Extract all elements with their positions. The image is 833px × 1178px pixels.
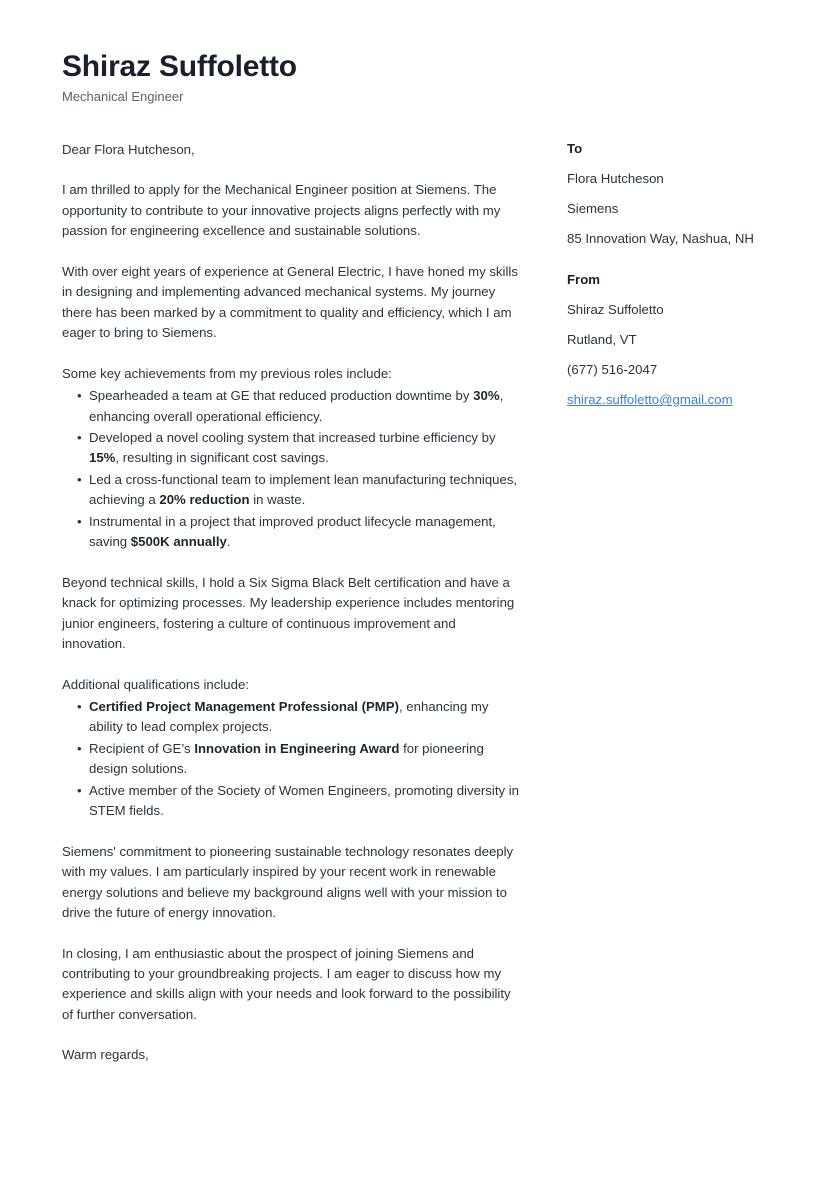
list-item	[89, 470, 522, 511]
letter-meta-column	[567, 140, 782, 421]
list-item-highlight: 15%	[89, 450, 116, 466]
paragraph-1: I am thrilled to apply for the Mechanical Engineer position at Siemens. The opportunity to contribute to your innovative projects aligns perfectly with my passion for engineering excellence and sustainable solutions.	[62, 182, 501, 239]
list-item-text-pre: Instrumental in a project that improved product lifecycle management, saving	[89, 513, 496, 550]
closing-salutation: Warm regards,	[62, 1047, 149, 1063]
list-item-text-post: , enhancing my ability to lead complex projects.	[89, 698, 489, 735]
sender-block	[567, 271, 782, 409]
list-item-highlight: 30%	[473, 388, 500, 404]
paragraph-4: Siemens' commitment to pioneering sustainable technology resonates deeply with my values. I am particularly inspired by your recent work in renewable energy solutions and believe my background aligns well with your mission to drive the future of energy innovation.	[62, 843, 514, 921]
paragraph-5: In closing, I am enthusiastic about the prospect of joining Siemens and contributing to your groundbreaking projects. I am eager to discuss how my experience and skills align with your needs and look forward to the possibility of further conversation.	[62, 945, 511, 1022]
list-item-text-post: for pioneering design solutions.	[89, 740, 484, 777]
list-item-highlight: Innovation in Engineering Award	[194, 740, 400, 756]
letter-body	[62, 140, 522, 1086]
list-item-text-post: , resulting in significant cost savings.	[115, 450, 329, 466]
applicant-job-title: Mechanical Engineer	[62, 88, 184, 104]
list-item	[89, 512, 522, 553]
paragraph-3: Beyond technical skills, I hold a Six Sigma Black Belt certification and have a knack for optimizing processes. My leadership experience includes mentoring junior engineers, fostering a culture of continuous improvement and innovation.	[62, 574, 515, 652]
list-item-text-post: in waste.	[249, 492, 306, 508]
list-item	[89, 386, 522, 427]
recipient-block	[567, 140, 782, 248]
list-item	[89, 781, 522, 822]
list-item-text-pre: Led a cross-functional team to implement lean manufacturing techniques, achieving a	[89, 471, 518, 508]
achievements-intro: Some key achievements from my previous roles include:	[62, 365, 392, 381]
sender-location: Rutland, VT	[567, 331, 637, 347]
list-item-highlight: Certified Project Management Professional (PMP)	[89, 698, 399, 714]
letter-columns	[0, 140, 833, 1086]
qualifications-list	[62, 697, 522, 822]
sender-email-line	[567, 391, 782, 408]
sender-email-link[interactable]: shiraz.suffoletto@gmail.com	[567, 392, 733, 408]
recipient-company: Siemens	[567, 201, 619, 217]
paragraph-2: With over eight years of experience at General Electric, I have honed my skills in designing and implementing advanced mechanical systems. My journey there has been marked by a commitment to quality and efficiency, which I am eager to bring to Siemens.	[62, 263, 518, 341]
list-item-text-post: .	[226, 534, 231, 550]
list-item-text-post: , enhancing overall operational efficiency.	[89, 388, 504, 424]
sender-phone: (677) 516-2047	[567, 362, 658, 378]
list-item-text-pre: Spearheaded a team at GE that reduced production downtime by	[89, 388, 474, 404]
recipient-address: 85 Innovation Way, Nashua, NH	[567, 231, 754, 247]
list-item-text-pre: Developed a novel cooling system that increased turbine efficiency by	[89, 429, 496, 445]
list-item-highlight: $500K annually	[130, 534, 227, 550]
salutation: Dear Flora Hutcheson,	[62, 142, 195, 157]
sender-heading: From	[567, 271, 600, 287]
achievements-list	[62, 386, 522, 553]
list-item	[89, 697, 522, 738]
recipient-heading: To	[567, 141, 583, 156]
list-item-text-pre: Recipient of GE’s	[89, 740, 195, 756]
qualifications-intro: Additional qualifications include:	[62, 676, 249, 692]
list-item	[89, 428, 522, 469]
list-item	[89, 739, 522, 780]
recipient-name: Flora Hutcheson	[567, 171, 664, 187]
sender-name: Shiraz Suffoletto	[567, 301, 664, 317]
applicant-name: Shiraz Suffoletto	[62, 50, 297, 83]
list-item-highlight: 20% reduction	[159, 492, 250, 508]
letter-header	[62, 50, 762, 104]
list-item-text-pre: Active member of the Society of Women Engineers, promoting diversity in STEM fields.	[89, 782, 520, 819]
